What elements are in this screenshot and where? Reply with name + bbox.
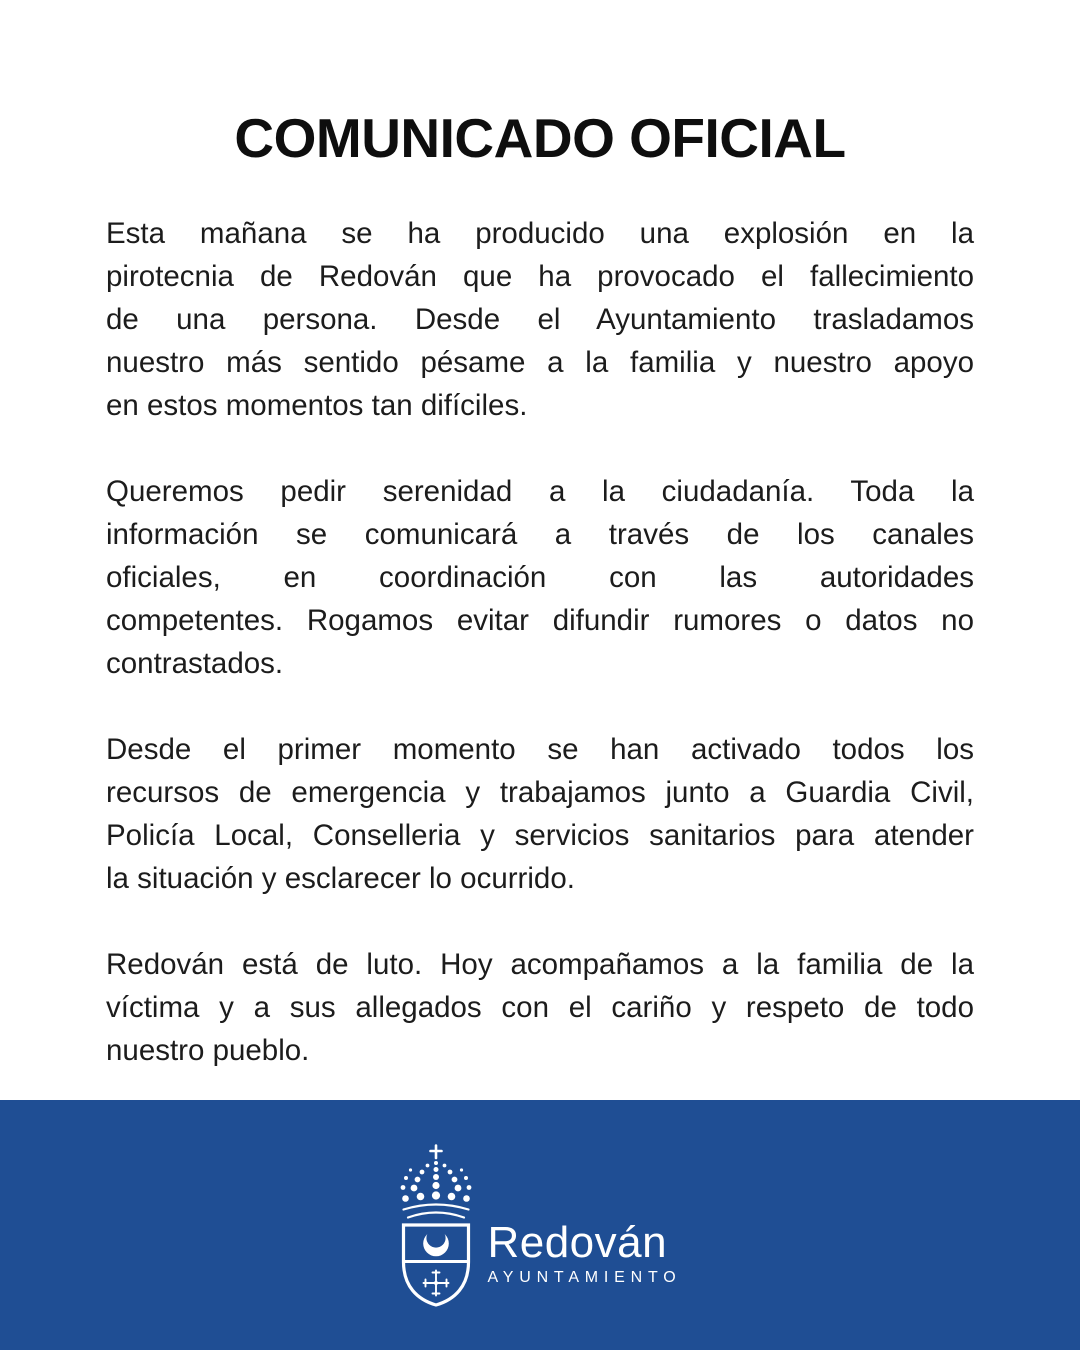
text-line: información se comunicará a través de los canales xyxy=(106,518,974,551)
text-line: Policía Local, Conselleria y servicios sanitarios para atender xyxy=(106,819,974,852)
text-line: de una persona. Desde el Ayuntamiento trasladamos xyxy=(106,303,974,336)
text-line: nuestro más sentido pésame a la familia y nuestro apoyo xyxy=(106,346,974,379)
text-line: Redován está de luto. Hoy acompañamos a la familia de la xyxy=(106,948,974,981)
text-line: Desde el primer momento se han activado todos los xyxy=(106,733,974,766)
text-line: recursos de emergencia y trabajamos junto a Guardia Civil, xyxy=(106,776,974,809)
paragraph-2 xyxy=(106,470,974,685)
text-line: competentes. Rogamos evitar difundir rumores o datos no xyxy=(106,604,974,637)
paragraph-3 xyxy=(106,728,974,900)
text-line: contrastados. xyxy=(106,647,284,680)
redovan-coat-of-arms-icon xyxy=(398,1143,474,1307)
text-line: en estos momentos tan difíciles. xyxy=(106,389,528,422)
municipality-name: Redován xyxy=(487,1217,668,1267)
page-title: COMUNICADO OFICIAL xyxy=(234,107,846,169)
text-line: víctima y a sus allegados con el cariño y respeto de todo xyxy=(106,991,974,1024)
logo-wordmark xyxy=(487,1217,682,1286)
municipality-subtitle: AYUNTAMIENTO xyxy=(487,1268,682,1286)
text-line: nuestro pueblo. xyxy=(106,1034,310,1067)
statement-body xyxy=(106,212,974,1072)
town-hall-logo xyxy=(398,1143,681,1307)
text-line: Esta mañana se ha producido una explosión en la xyxy=(106,217,974,250)
text-line: pirotecnia de Redován que ha provocado el fallecimiento xyxy=(106,260,974,293)
paragraph-4 xyxy=(106,943,974,1072)
paragraph-1 xyxy=(106,212,974,427)
footer-banner xyxy=(0,1100,1080,1350)
text-line: oficiales, en coordinación con las autoridades xyxy=(106,561,974,594)
text-line: la situación y esclarecer lo ocurrido. xyxy=(106,862,575,895)
text-line: Queremos pedir serenidad a la ciudadanía. Toda la xyxy=(106,475,974,508)
